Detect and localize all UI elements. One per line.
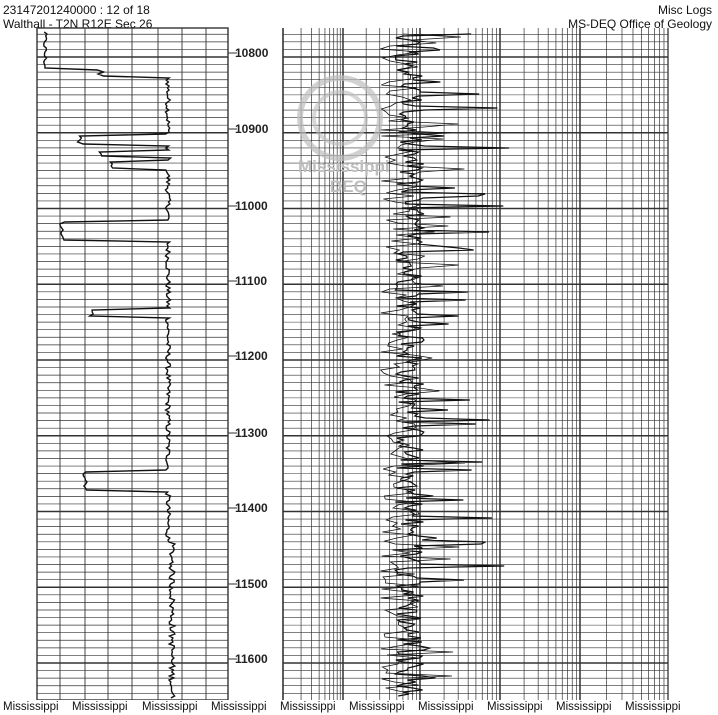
depth-label: 11300	[235, 426, 268, 440]
depth-label: 10800	[235, 46, 269, 60]
depth-label: 11000	[235, 199, 268, 213]
footer-item: Mississippi	[211, 701, 267, 713]
depth-label: 11100	[235, 274, 268, 288]
footer-item: Mississippi	[556, 701, 612, 713]
footer-item: Mississippi	[72, 701, 128, 713]
right-track-grid	[283, 28, 668, 700]
footer-watermark-strip	[0, 700, 718, 715]
left-track-grid	[37, 28, 228, 700]
log-curves	[44, 32, 509, 698]
depth-label: 11400	[235, 501, 268, 515]
watermark-line2: DEQ	[330, 177, 367, 196]
footer-item: Mississippi	[349, 701, 405, 713]
footer-item: Mississippi	[142, 701, 198, 713]
footer-item: Mississippi	[280, 701, 336, 713]
footer-item: Mississippi	[625, 701, 681, 713]
depth-label: 11600	[235, 652, 268, 666]
well-id-label: 23147201240000 : 12 of 18	[3, 3, 150, 17]
footer-item: Mississippi	[418, 701, 474, 713]
depth-label: 11500	[235, 577, 268, 591]
depth-track	[228, 46, 269, 666]
depth-label: 10900	[235, 122, 269, 136]
agency-label: MS-DEQ Office of Geology	[568, 17, 712, 31]
footer-item: Mississippi	[3, 701, 59, 713]
footer-item: Mississippi	[487, 701, 543, 713]
left-track-border	[37, 28, 228, 700]
log-type-label: Misc Logs	[657, 3, 712, 17]
left-curve	[44, 32, 175, 698]
location-label: Walthall - T2N R12E Sec 26	[3, 17, 153, 31]
depth-label: 11200	[235, 349, 268, 363]
watermark-line1: Mississippi	[298, 157, 390, 176]
